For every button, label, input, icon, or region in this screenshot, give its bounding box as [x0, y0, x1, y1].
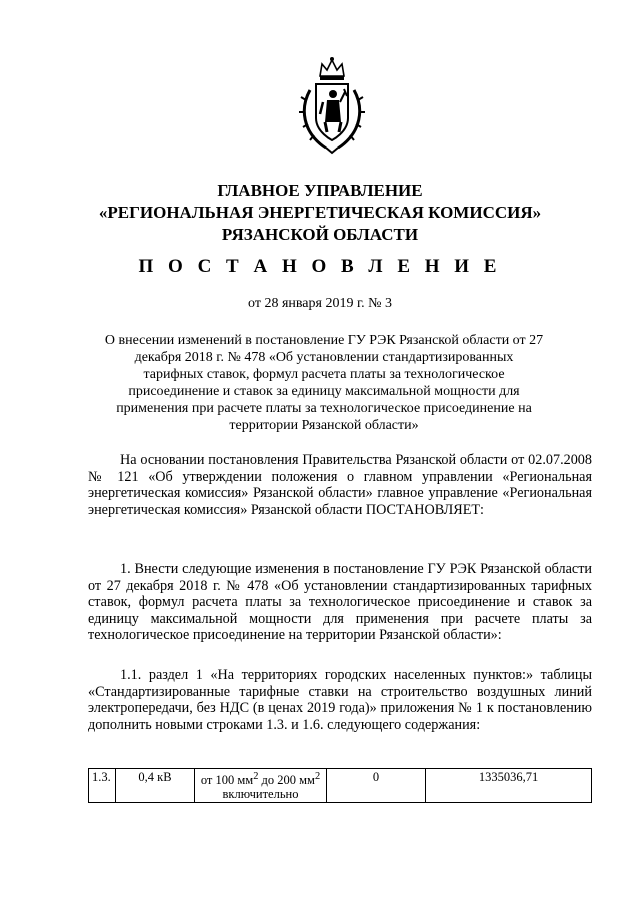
range-suffix-text: включительно: [222, 787, 299, 802]
coat-of-arms-emblem: [296, 56, 368, 156]
rate-value-cell: 1335036,71: [426, 769, 592, 803]
item-1-1-paragraph: 1.1. раздел 1 «На территориях городских населенных пунктов:» таблицы «Стандартизированные тарифные ставки на строительство воздушных линий электропередачи, без НДС (в ценах 2019 года)» приложения № 1 к постановлению дополнить новыми строками 1.3. и 1.6. следующего содержания:: [88, 667, 592, 733]
header-line-2: «РЕГИОНАЛЬНАЯ ЭНЕРГЕТИЧЕСКАЯ КОМИССИЯ»: [98, 203, 542, 222]
cross-section-range-cell: [195, 769, 327, 803]
document-type-title: П О С Т А Н О В Л Е Н И Е: [138, 256, 502, 277]
document-date-number: от 28 января 2019 г. № 3: [248, 296, 392, 311]
tariff-table: [88, 768, 592, 803]
preamble-paragraph: На основании постановления Правительства Рязанской области от 02.07.2008 № 121 «Об утверждении положения о главном управлении «Региональная энергетическая комиссия» Рязанской области» главное управление «Региональная энергетическая комиссия» Рязанской области ПОСТАНОВЛЯЕТ:: [88, 452, 592, 518]
range-prefix-text: от 100 мм: [200, 773, 254, 788]
row-number-cell: 1.3.: [89, 769, 116, 803]
table-row: [89, 769, 592, 803]
column-4-cell: 0: [327, 769, 426, 803]
document-subject: О внесении изменений в постановление ГУ РЭК Рязанской области от 27 декабря 2018 г. № 478 «Об установлении стандартизированных тарифных ставок, формул расчета платы за технологическое присоединение и ставок за единицу максимальной мощности для применения при расчете платы за технологическое присоединение на территории Рязанской области»: [104, 333, 544, 433]
unit-superscript: 2: [253, 771, 259, 782]
range-mid-text: до 200 мм: [258, 773, 315, 788]
item-1-paragraph: 1. Внести следующие изменения в постановление ГУ РЭК Рязанской области от 27 декабря 2018 г. № 478 «Об установлении стандартизированных тарифных ставок, формул расчета платы за технологическое присоединение и ставок за единицу максимальной мощности для применения при расчете платы за технологическое присоединение на территории Рязанской области»:: [88, 561, 592, 643]
unit-superscript: 2: [314, 771, 321, 782]
header-line-3: РЯЗАНСКОЙ ОБЛАСТИ: [221, 225, 419, 244]
voltage-cell: 0,4 кВ: [116, 769, 195, 803]
header-line-1: ГЛАВНОЕ УПРАВЛЕНИЕ: [217, 181, 423, 200]
